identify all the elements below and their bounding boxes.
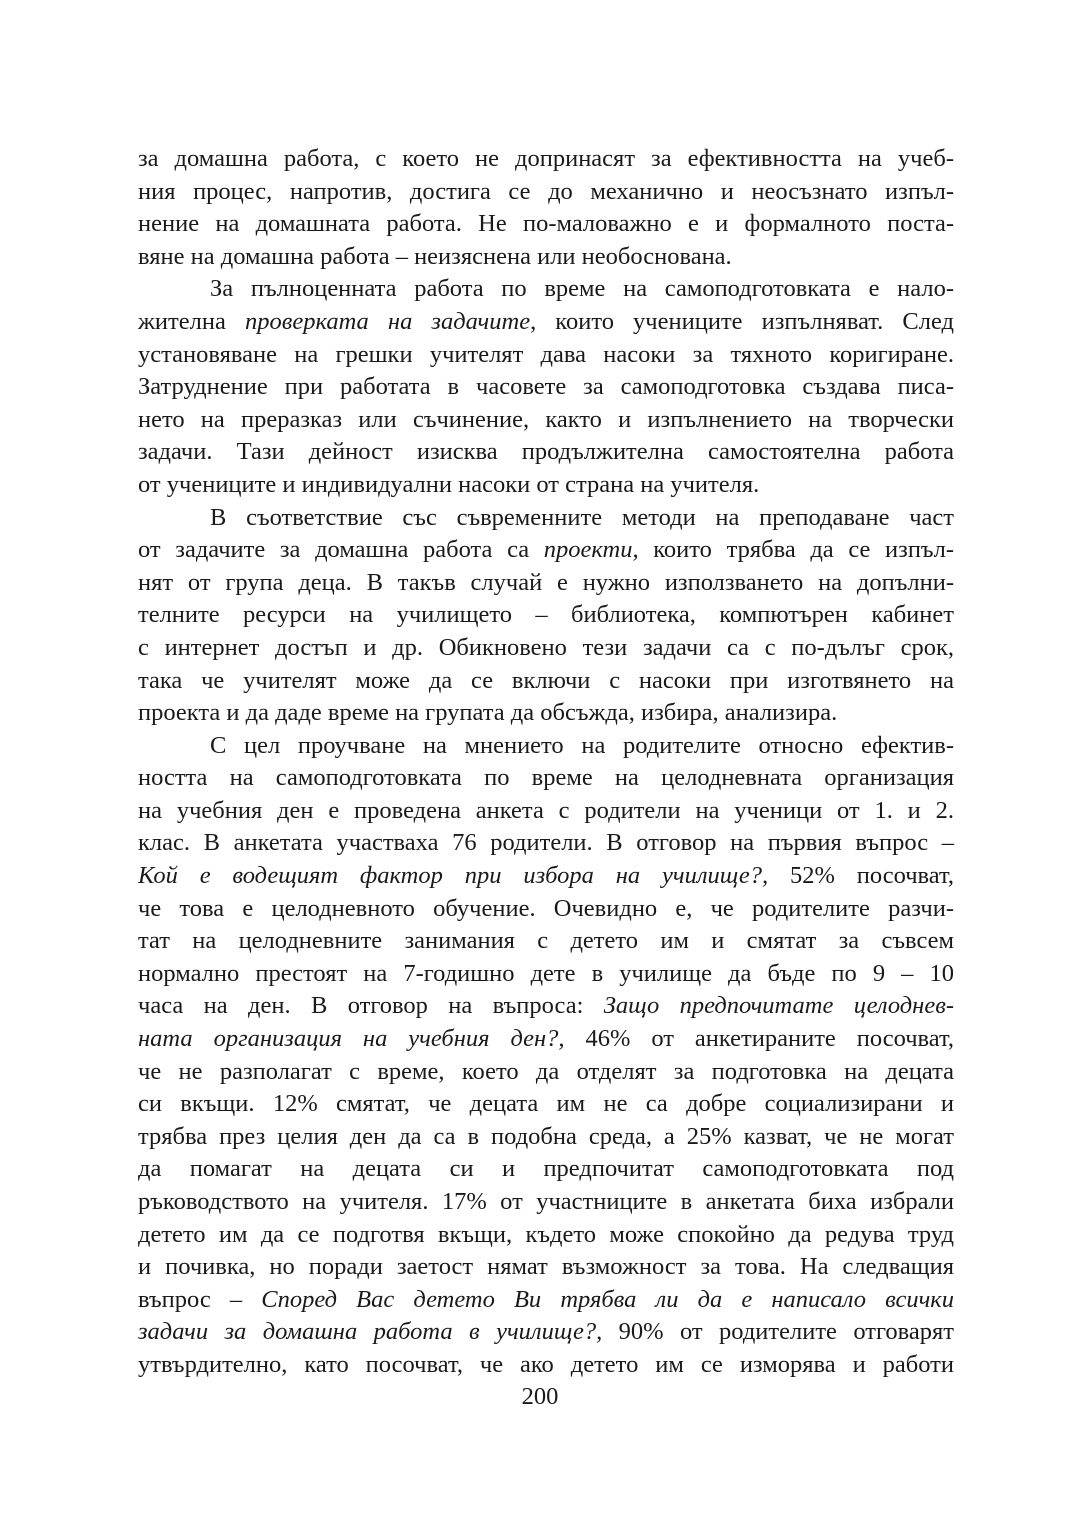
italic-text-segment: проекти,: [543, 536, 639, 564]
text-segment: че това е целодневното обучение. Очевидно е, че родителите разчи-: [138, 894, 954, 922]
page-number: 200: [521, 1383, 559, 1410]
text-line: [138, 697, 954, 730]
text-segment: телните ресурси на училището – библиотека, компютърен кабинет: [138, 601, 954, 629]
text-segment: и почивка, но поради заетост нямат възможност за това. На следващия: [138, 1253, 954, 1281]
italic-text-segment: Кой е водещият фактор при избора на училище?,: [138, 862, 769, 890]
text-line: [138, 534, 954, 567]
text-segment: 46% от анкетираните посочват,: [564, 1025, 954, 1053]
text-segment: за домашна работа, с което не допринасят за ефективността на учеб-: [138, 145, 954, 172]
text-segment: нето на преразказ или съчинение, както и изпълнението на творчески: [138, 405, 954, 433]
text-line: [138, 795, 954, 828]
text-segment: ността на самоподготовката по време на целодневната организация: [138, 764, 954, 792]
text-segment: клас. В анкетата участваха 76 родители. В отговор на първия въпрос –: [138, 829, 954, 857]
text-segment: установяване на грешки учителят дава насоки за тяхното коригиране.: [138, 340, 954, 368]
text-line: [138, 176, 954, 209]
text-line: [138, 762, 954, 795]
text-segment: си вкъщи. 12% смятат, че децата им не са добре социализирани и: [138, 1090, 954, 1118]
text-segment: жителна: [138, 307, 245, 335]
text-segment: от задачите за домашна работа са: [138, 536, 544, 564]
text-segment: 52% посочват,: [768, 862, 954, 890]
text-line: [138, 893, 954, 926]
text-segment: часа на ден. В отговор на въпроса:: [138, 992, 604, 1020]
text-line: [138, 860, 954, 893]
text-line: [138, 1284, 954, 1317]
text-line: [138, 1023, 954, 1056]
italic-text-segment: проверката на задачите: [244, 307, 531, 335]
text-line: [138, 632, 954, 665]
text-segment: детето им да се подготвя вкъщи, където може спокойно да редува труд: [138, 1220, 954, 1248]
text-line: [138, 1186, 954, 1219]
text-line: [138, 469, 954, 502]
text-line: [138, 1056, 954, 1089]
text-segment: че не разполагат с време, което да отделят за подготовка на децата: [138, 1057, 954, 1085]
text-segment: нение на домашната работа. Не по-маловажно е и формалното поста-: [138, 210, 954, 238]
text-line: [138, 273, 954, 306]
text-segment: проекта и да даде време на групата да обсъжда, избира, анализира.: [138, 699, 838, 727]
body-text: [138, 143, 954, 1382]
text-segment: нят от група деца. В такъв случай е нужно използването на допълни-: [138, 568, 954, 596]
text-line: [138, 925, 954, 958]
text-line: [138, 306, 954, 339]
text-segment: така че учителят може да се включи с насоки при изготвянето на: [138, 666, 954, 694]
text-line: [138, 1349, 954, 1382]
text-line: [138, 599, 954, 632]
text-segment: утвърдително, като посочват, че ако детето им се изморява и работи: [138, 1350, 954, 1378]
text-line: [138, 1219, 954, 1252]
text-segment: , които учениците изпълняват. След: [530, 307, 954, 335]
text-segment: трябва през целия ден да са в подобна среда, а 25% казват, че не могат: [138, 1122, 954, 1150]
text-line: [138, 208, 954, 241]
text-line: [138, 1251, 954, 1284]
text-segment: ния процес, напротив, достига се до механично и неосъзнато изпъл-: [138, 177, 954, 205]
text-line: [138, 404, 954, 437]
text-line: [138, 143, 954, 176]
text-line: [138, 502, 954, 535]
text-line: [138, 665, 954, 698]
text-line: [138, 730, 954, 763]
text-line: [138, 567, 954, 600]
italic-text-segment: задачи за домашна работа в училище?,: [138, 1318, 603, 1346]
text-line: [138, 436, 954, 469]
italic-text-segment: ната организация на учебния ден?,: [138, 1025, 565, 1053]
text-line: [138, 1088, 954, 1121]
text-segment: вяне на домашна работа – неизяснена или необоснована.: [138, 242, 732, 270]
text-segment: С цел проучване на мнението на родителите относно ефектив-: [210, 731, 954, 759]
text-segment: въпрос –: [138, 1285, 262, 1313]
text-segment: За пълноценната работа по време на самоподготовката е нало-: [210, 275, 954, 303]
text-line: [138, 958, 954, 991]
text-segment: 90% от родителите отговарят: [602, 1318, 954, 1346]
text-segment: ръководството на учителя. 17% от участниците в анкетата биха избрали: [138, 1188, 954, 1215]
text-line: [138, 1316, 954, 1349]
text-line: [138, 371, 954, 404]
text-line: [138, 241, 954, 274]
text-segment: В съответствие със съвременните методи на преподаване част: [210, 503, 954, 531]
text-segment: задачи. Тази дейност изисква продължителна самостоятелна работа: [138, 438, 954, 466]
text-line: [138, 990, 954, 1023]
text-segment: на учебния ден е проведена анкета с родители на ученици от 1. и 2.: [138, 796, 954, 824]
text-segment: нормално престоят на 7-годишно дете в училище да бъде по 9 – 10: [138, 959, 954, 987]
italic-text-segment: Според Вас детето Ви трябва ли да е написало всички: [261, 1285, 954, 1313]
text-segment: тат на целодневните занимания с детето им и смятат за съвсем: [138, 927, 954, 955]
italic-text-segment: Защо предпочитате целоднев-: [603, 992, 954, 1020]
text-line: [138, 339, 954, 372]
text-segment: от учениците и индивидуални насоки от страна на учителя.: [138, 470, 760, 498]
text-line: [138, 1153, 954, 1186]
text-segment: да помагат на децата си и предпочитат самоподготовката под: [138, 1155, 954, 1183]
text-segment: с интернет достъп и др. Обикновено тези задачи са с по-дълъг срок,: [138, 633, 954, 661]
text-segment: които трябва да се изпъл-: [638, 536, 954, 564]
text-line: [138, 827, 954, 860]
text-line: [138, 1121, 954, 1154]
text-segment: Затруднение при работата в часовете за самоподготовка създава писа-: [138, 373, 954, 401]
